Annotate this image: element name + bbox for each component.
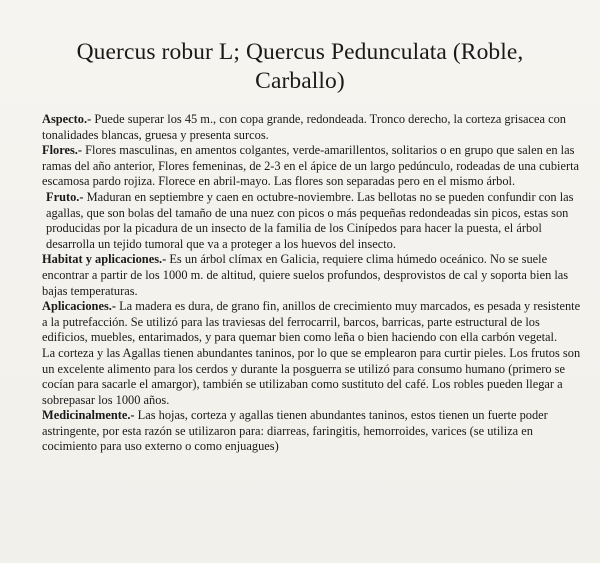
title-line-1: Quercus robur L; Quercus Pedunculata (Roble, [76,39,524,65]
page-title [30,38,570,96]
label-flores: Flores.- [42,143,83,158]
paragraph-fruto [42,190,587,252]
text-taninos: La corteza y las Agallas tienen abundantes taninos, por lo que se emplearon para curtir pieles. Los frutos son un excelente alimento para los cerdos y durante la posguerra se utilizó para consumo humano (primero se cocían para sacarle el amargor), también se utilizaban como sustituto del café. Los robles pueden llegar a sobrepasar los 1000 años. [42,345,581,407]
label-medicinalmente: Medicinalmente.- [42,408,135,423]
label-habitat: Habitat y aplicaciones.- [42,252,167,267]
label-aspecto: Aspecto.- [42,112,92,126]
text-fruto: Maduran en septiembre y caen en octubre-noviembre. Las bellotas no se pueden confundir con las agallas, que son bolas del tamaño de una nuez con picos o más pequeñas redondeadas sin picos, estas son producidas por la picadura de un insecto de la familia de los Cinípedos para hacer la puesta, el árbol desarrolla un tejido tumoral que va a proteger a los huevos del insecto. [46,189,574,251]
paragraph-flores [42,143,587,190]
title-line-2: Carballo) [255,68,345,94]
text-flores: Flores masculinas, en amentos colgantes, verde-amarillentos, solitarios o en grupo que salen en las ramas del año anterior, Flores femeninas, de 2-3 en el ápice de un largo pedúnculo, rodeadas de una cubierta escamosa pardo rojiza. Florece en abril-mayo. Las flores son separadas pero en el mismo árbol. [42,143,580,189]
text-aplicaciones: La madera es dura, de grano fin, anillos de crecimiento muy marcados, es pesada y resistente a la putrefacción. Se utilizó para las traviesas del ferrocarril, barcos, barricas, parte estructural de los edificios, muebles, entarimados, y para quemar bien como leña o bien haciendo con ella carbón vegetal. [42,299,581,345]
paragraph-habitat [42,252,587,299]
paragraph-aplicaciones [42,299,587,346]
label-aplicaciones: Aplicaciones.- [42,299,116,314]
paragraph-aspecto [42,112,587,143]
paragraph-taninos [42,346,587,408]
paragraph-medicinalmente [42,408,587,455]
text-medicinalmente: Las hojas, corteza y agallas tienen abundantes taninos, estos tienen un fuerte poder astringente, por esta razón se utilizaron para: diarreas, faringitis, hemorroides, varices (se utiliza en cocimiento para uso externo o como enjuagues) [42,408,548,454]
text-aspecto: Puede superar los 45 m., con copa grande, redondeada. Tronco derecho, la corteza grisacea con tonalidades blancas, gruesa y presenta surcos. [42,112,567,142]
document-body [42,112,587,455]
text-habitat: Es un árbol clímax en Galicia, requiere clima húmedo oceánico. No se suele encontrar a partir de los 1000 m. de altitud, quiere suelos profundos, desprovistos de cal y soporta bien las bajas temperaturas. [42,252,569,298]
label-fruto: Fruto.- [46,189,84,204]
